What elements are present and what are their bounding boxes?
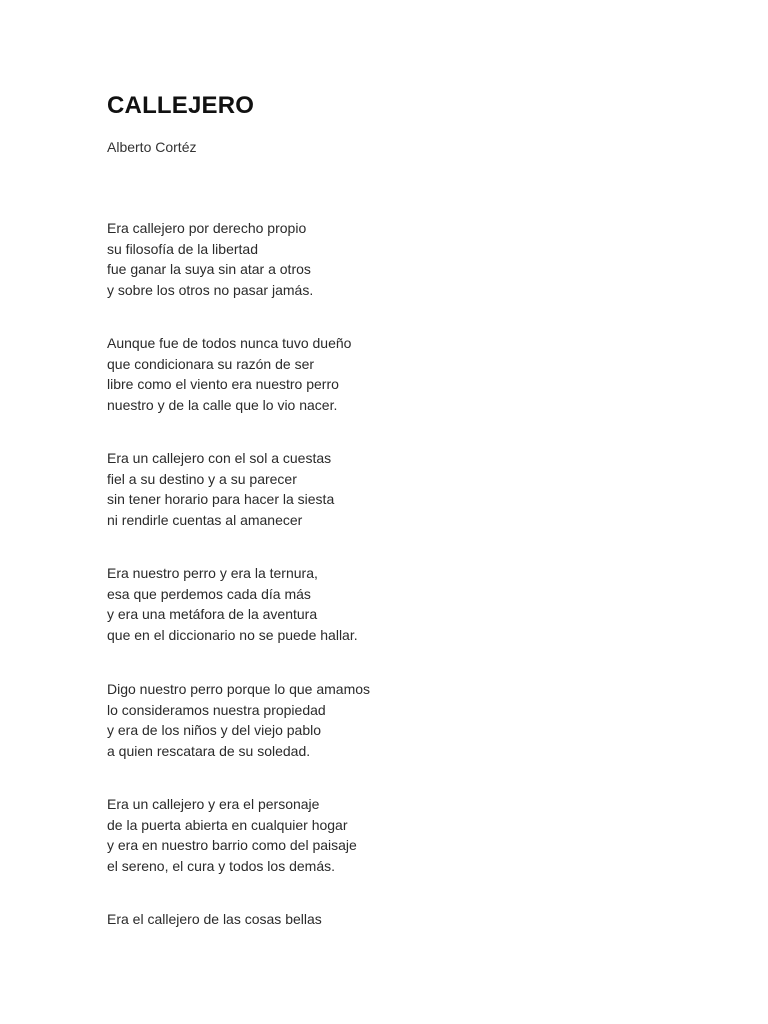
stanza-7: [107, 909, 322, 930]
poem-line: que condicionara su razón de ser: [107, 355, 315, 372]
stanza-6: [107, 794, 357, 876]
poem-line: y era de los niños y del viejo pablo: [107, 722, 322, 738]
poem-line: Era un callejero y era el personaje: [107, 796, 320, 812]
poem-line: ni rendirle cuentas al amanecer: [107, 511, 303, 528]
poem-line: de la puerta abierta en cualquier hogar: [107, 816, 348, 833]
poem-line: Era nuestro perro y era la ternura,: [107, 565, 318, 581]
stanza-5: [107, 679, 370, 761]
poem-line: fiel a su destino y a su parecer: [107, 470, 297, 487]
poem-line: Era un callejero con el sol a cuestas: [107, 450, 332, 466]
poem-line: Aunque fue de todos nunca tuvo dueño: [107, 335, 352, 351]
stanza-4: [107, 563, 358, 645]
poem-line: Era el callejero de las cosas bellas: [107, 911, 322, 927]
poem-line: libre como el viento era nuestro perro: [107, 376, 339, 392]
poem-line: el sereno, el cura y todos los demás.: [107, 857, 336, 874]
poem-line: sin tener horario para hacer la siesta: [107, 491, 335, 507]
poem-line: que en el diccionario no se puede hallar.: [107, 626, 358, 643]
poem-line: a quien rescatara de su soledad.: [107, 742, 311, 759]
stanza-3: [107, 448, 334, 530]
stanza-1: [107, 218, 313, 300]
poem-line: y era en nuestro barrio como del paisaje: [107, 837, 357, 853]
poem-line: nuestro y de la calle que lo vio nacer.: [107, 396, 338, 413]
poem-line: esa que perdemos cada día más: [107, 585, 311, 602]
poem-line: fue ganar la suya sin atar a otros: [107, 261, 311, 277]
poem-line: lo consideramos nuestra propiedad: [107, 701, 326, 718]
stanza-2: [107, 333, 351, 415]
poem-line: Era callejero por derecho propio: [107, 220, 307, 236]
poem-author: Alberto Cortéz: [107, 139, 197, 155]
poem-line: y era una metáfora de la aventura: [107, 606, 318, 622]
poem-line: Digo nuestro perro porque lo que amamos: [107, 681, 371, 697]
poem-title: CALLEJERO: [107, 92, 255, 119]
poem-line: su filosofía de la libertad: [107, 240, 258, 257]
poem-line: y sobre los otros no pasar jamás.: [107, 281, 314, 298]
